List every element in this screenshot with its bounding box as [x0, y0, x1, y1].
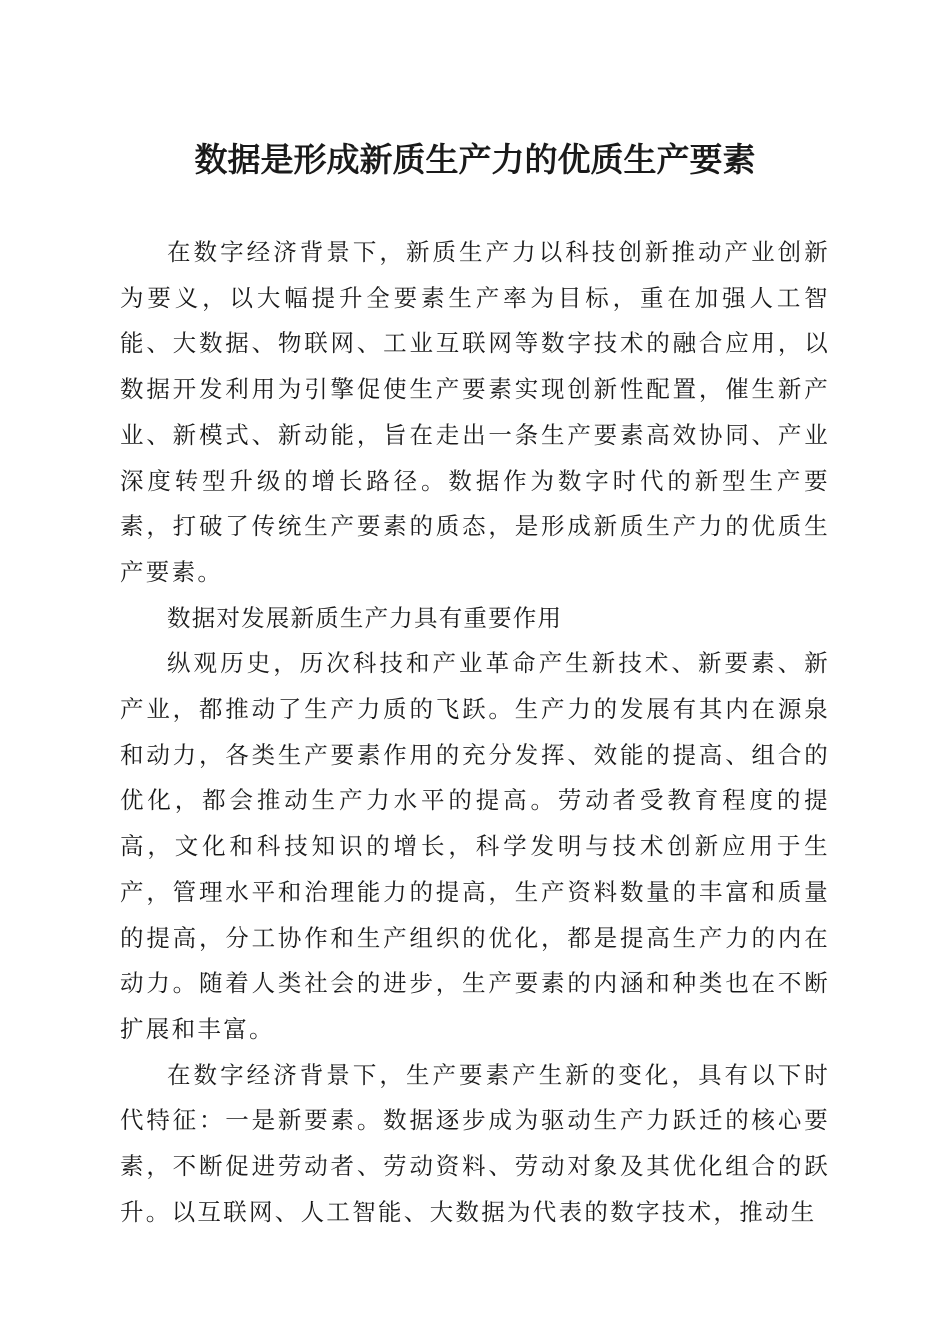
document-body: [120, 230, 830, 1235]
paragraph-digital-economy: 在数字经济背景下，生产要素产生新的变化，具有以下时代特征：一是新要素。数据逐步成为驱动生产力跃迁的核心要素，不断促进劳动者、劳动资料、劳动对象及其优化组合的跃升。以互联网、人工智能、大数据为代表的数字技术，推动生: [120, 1060, 830, 1226]
document-title: 数据是形成新质生产力的优质生产要素: [194, 140, 756, 179]
paragraph-intro: 在数字经济背景下，新质生产力以科技创新推动产业创新为要义，以大幅提升全要素生产率为目标，重在加强人工智能、大数据、物联网、工业互联网等数字技术的融合应用，以数据开发利用为引擎促使生产要素实现创新性配置，催生新产业、新模式、新动能，旨在走出一条生产要素高效协同、产业深度转型升级的增长路径。数据作为数字时代的新型生产要素，打破了传统生产要素的质态，是形成新质生产力的优质生产要素。: [120, 238, 830, 586]
section-heading: 数据对发展新质生产力具有重要作用: [167, 603, 563, 632]
paragraph-history: 纵观历史，历次科技和产业革命产生新技术、新要素、新产业，都推动了生产力质的飞跃。生产力的发展有其内在源泉和动力，各类生产要素作用的充分发挥、效能的提高、组合的优化，都会推动生产力水平的提高。劳动者受教育程度的提高，文化和科技知识的增长，科学发明与技术创新应用于生产，管理水平和治理能力的提高，生产资料数量的丰富和质量的提高，分工协作和生产组织的优化，都是提高生产力的内在动力。随着人类社会的进步，生产要素的内涵和种类也在不断扩展和丰富。: [120, 649, 830, 1043]
